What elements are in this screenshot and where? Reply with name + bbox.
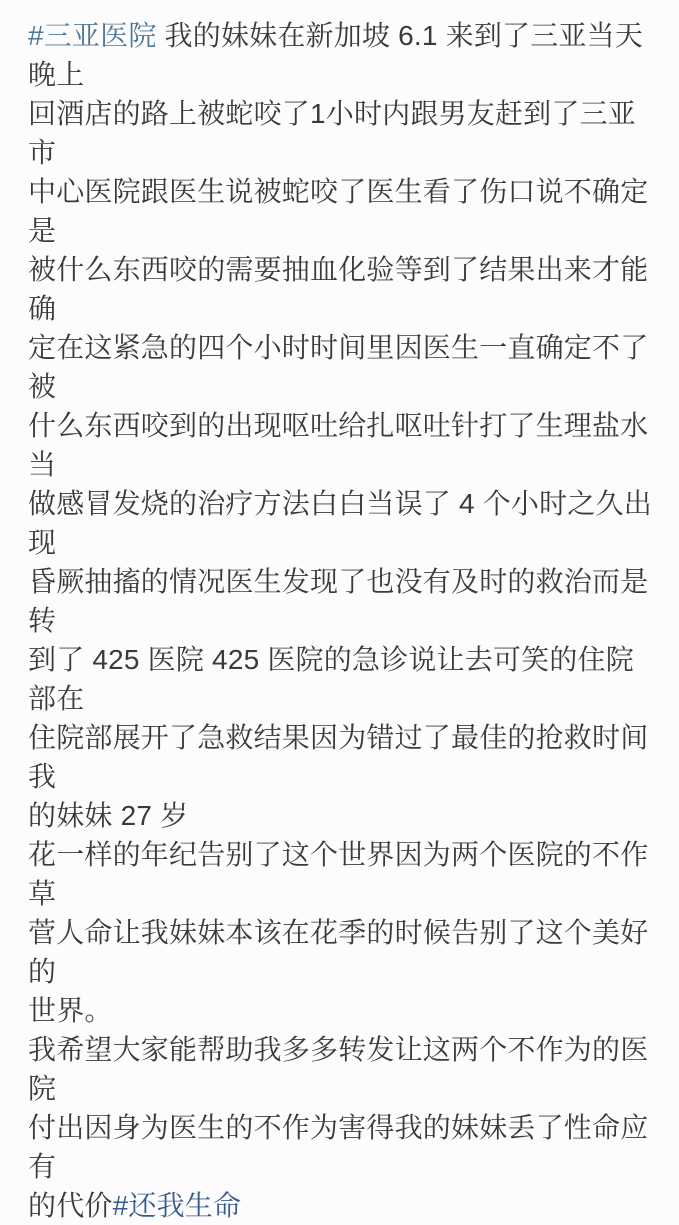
post-text: 的妹妹 27 岁	[28, 800, 189, 831]
post-line	[28, 250, 657, 328]
post-line	[28, 172, 657, 250]
post-line	[28, 406, 657, 484]
post-text: 我的妹妹在新加坡 6.1 来到了三亚当天晚上	[28, 20, 644, 90]
hashtag-link[interactable]: #三亚医院	[28, 20, 157, 51]
post-text: 回酒店的路上被蛇咬了1小时内跟男友赶到了三亚市	[28, 98, 636, 168]
post-line	[28, 16, 657, 94]
post-line	[28, 328, 657, 406]
post-text: 做感冒发烧的治疗方法白白当误了 4 个小时之久出现	[28, 488, 652, 558]
post-line	[28, 640, 657, 718]
post-line	[28, 1030, 657, 1108]
hashtag-link[interactable]: #还我生命	[112, 1190, 242, 1221]
post-text: 菅人命让我妹妹本该在花季的时候告别了这个美好的	[28, 917, 649, 987]
post-line	[28, 1186, 657, 1225]
post-line	[28, 562, 657, 640]
post-line	[28, 913, 657, 991]
post-line	[28, 1108, 657, 1186]
post-text: 世界。	[28, 995, 113, 1026]
post-text: 定在这紧急的四个小时时间里因医生一直确定不了被	[28, 332, 649, 402]
post-line	[28, 796, 657, 835]
post-text: 花一样的年纪告别了这个世界因为两个医院的不作草	[28, 839, 649, 909]
post-text: 昏厥抽搐的情况医生发现了也没有及时的救治而是转	[28, 566, 649, 636]
post-text: 付出因身为医生的不作为害得我的妹妹丢了性命应有	[28, 1112, 649, 1182]
post-line	[28, 835, 657, 913]
post-line	[28, 94, 657, 172]
post-line	[28, 718, 657, 796]
post-text: 到了 425 医院 425 医院的急诊说让去可笑的住院部在	[28, 644, 634, 714]
post-text: 我希望大家能帮助我多多转发让这两个不作为的医院	[28, 1034, 649, 1104]
post-text: 中心医院跟医生说被蛇咬了医生看了伤口说不确定是	[28, 176, 649, 246]
post-text: 什么东西咬到的出现呕吐给扎呕吐针打了生理盐水当	[28, 410, 649, 480]
post-text: 住院部展开了急救结果因为错过了最佳的抢救时间我	[28, 722, 649, 792]
post-text: 被什么东西咬的需要抽血化验等到了结果出来才能确	[28, 254, 649, 324]
post-line	[28, 991, 657, 1030]
post-line	[28, 484, 657, 562]
post-text: 的代价	[28, 1190, 113, 1221]
